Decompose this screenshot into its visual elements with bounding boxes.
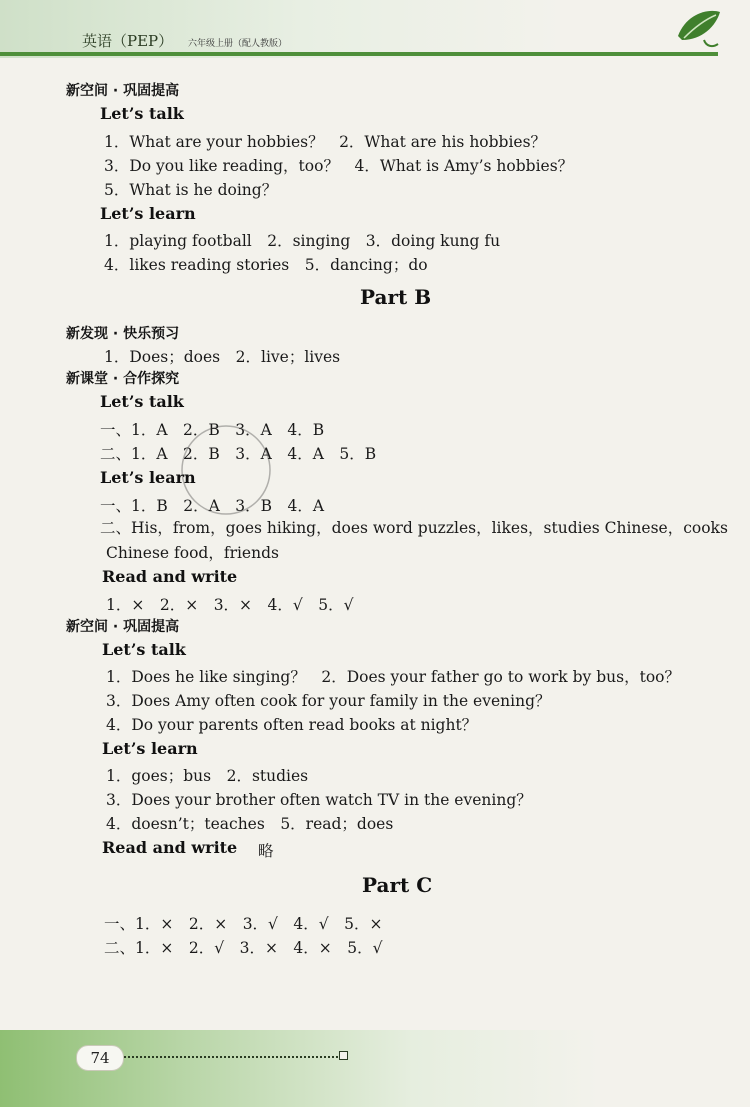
section-heading: 新空间 · 巩固提高	[66, 619, 180, 635]
answer-line: 3．Does Amy often cook for your family in the evening？	[106, 692, 551, 710]
answer-line: 3．Does your brother often watch TV in the evening？	[106, 791, 532, 809]
answer-line: 二、1．A 2．B 3．A 4．A 5．B	[100, 445, 377, 463]
answer-line: 一、1．× 2．× 3．√ 4．√ 5．×	[104, 915, 383, 933]
section-heading: 新课堂 · 合作探究	[66, 371, 180, 387]
section-heading: 新发现 · 快乐预习	[66, 326, 180, 342]
answer-line: 一、1．A 2．B 3．A 4．B	[100, 421, 325, 439]
lets-learn-heading: Let’s learn	[100, 204, 196, 223]
answer-note: 略	[258, 842, 274, 860]
leaf-logo-icon	[676, 6, 722, 50]
answer-line: 4．Do your parents often read books at night？	[106, 716, 478, 734]
part-c-title: Part C	[362, 873, 433, 897]
read-and-write-heading: Read and write	[102, 838, 238, 857]
answer-line: 5．What is he doing？	[104, 181, 278, 199]
footer-square-icon	[339, 1051, 348, 1060]
section-heading: 新空间 · 巩固提高	[66, 83, 180, 99]
answer-line: 1．playing football 2．singing 3．doing kung fu	[104, 232, 501, 250]
lets-talk-heading: Let’s talk	[102, 640, 186, 659]
lets-learn-heading: Let’s learn	[100, 468, 196, 487]
header-rule	[0, 52, 718, 56]
page-number: 74	[76, 1045, 124, 1071]
footer-dotted-rule	[124, 1056, 338, 1058]
answer-line: 二、1．× 2．√ 3．× 4．× 5．√	[104, 939, 383, 957]
read-and-write-heading: Read and write	[102, 567, 238, 586]
answer-line: 3．Do you like reading，too？ 4．What is Amy’s hobbies？	[104, 157, 574, 175]
lets-learn-heading: Let’s learn	[102, 739, 198, 758]
answer-line: 1．Does；does 2．live；lives	[104, 348, 341, 366]
book-title: 英语（PEP）	[82, 32, 174, 50]
watermark-stamp-icon	[176, 420, 276, 520]
answer-line: 4．doesn’t；teaches 5．read；does	[106, 815, 394, 833]
answer-line: 1．Does he like singing？ 2．Does your father go to work by bus，too？	[106, 668, 680, 686]
answer-line: 1．goes；bus 2．studies	[106, 767, 309, 785]
answer-line: Chinese food，friends	[106, 544, 279, 562]
book-subtitle: 六年级上册（配人教版）	[188, 39, 288, 49]
answer-line: 一、1．B 2．A 3．B 4．A	[100, 497, 325, 515]
answer-line: 1．× 2．× 3．× 4．√ 5．√	[106, 596, 354, 614]
answer-line: 二、His，from，goes hiking，does word puzzles，likes，studies Chinese，cooks	[100, 519, 728, 537]
answer-line: 1．What are your hobbies？ 2．What are his hobbies？	[104, 133, 547, 151]
part-b-title: Part B	[360, 285, 432, 309]
lets-talk-heading: Let’s talk	[100, 104, 184, 123]
lets-talk-heading: Let’s talk	[100, 392, 184, 411]
answer-line: 4．likes reading stories 5．dancing；do	[104, 256, 428, 274]
